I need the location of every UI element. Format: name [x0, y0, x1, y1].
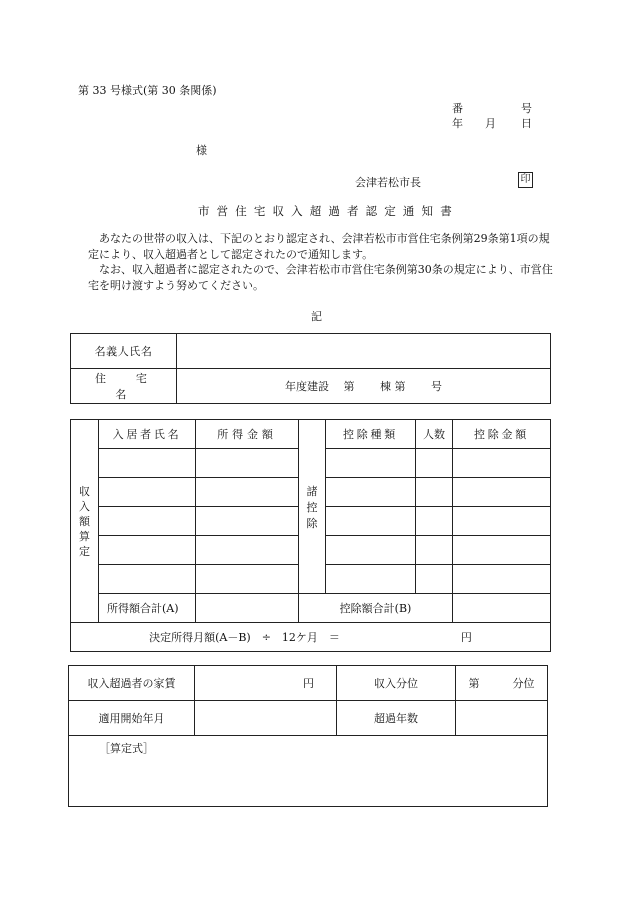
excess-years-label: 超過年数 [337, 701, 456, 736]
income-quantile-label: 収入分位 [337, 666, 456, 701]
income-total-label: 所得額合計(A) [99, 594, 196, 623]
number-suffix: 号 [521, 102, 532, 115]
final-monthly-income: 決定所得月額(A－B) ÷ 12ケ月 ＝ 円 [71, 623, 551, 652]
notice-paragraph-2: なお、収入超過者に認定されたので、会津若松市市営住宅条例第30条の規定により、市営住宅を明け渡すよう努めてください。 [88, 263, 553, 292]
income-quantile-field[interactable]: 第 分位 [456, 666, 548, 701]
calculation-formula-field[interactable]: ［算定式］ [69, 736, 548, 807]
issuer-name: 会津若松市長 [355, 176, 421, 189]
deduction-amount-header: 控除金額 [453, 420, 551, 449]
income-calculation-table [70, 419, 551, 652]
house-name-label: 住 宅 名 [71, 369, 177, 404]
form-number: 第 33 号様式(第 30 条関係) [78, 84, 217, 97]
ki-label: 記 [311, 310, 322, 323]
year-label: 年 [452, 117, 463, 130]
start-date-label: 適用開始年月 [69, 701, 195, 736]
deductions-vertical-label: 諸 控 除 [299, 420, 326, 594]
day-label: 日 [521, 117, 532, 130]
document-title: 市営住宅収入超過者認定通知書 [198, 204, 459, 218]
notice-paragraph-1: あなたの世帯の収入は、下記のとおり認定され、会津若松市市営住宅条例第29条第1項の規定により、収入超過者として認定されたので通知します。 [88, 232, 550, 261]
deduction-total-label: 控除額合計(B) [299, 594, 453, 623]
deduction-type-header: 控除種類 [326, 420, 416, 449]
addressee-honorific: 様 [196, 144, 207, 157]
deduction-total-field[interactable] [453, 594, 551, 623]
holder-name-field[interactable] [177, 334, 551, 369]
rent-field[interactable]: 円 [195, 666, 337, 701]
income-total-field[interactable] [196, 594, 299, 623]
resident-name-header: 入居者氏名 [99, 420, 196, 449]
start-date-field[interactable] [195, 701, 337, 736]
seal-box: 印 [518, 172, 533, 188]
notice-body [88, 231, 558, 293]
deduction-count-header: 人数 [416, 420, 453, 449]
income-amount-header: 所得金額 [196, 420, 299, 449]
holder-table [70, 333, 551, 404]
holder-name-label: 名義人氏名 [71, 334, 177, 369]
rent-table [68, 665, 548, 807]
house-name-field[interactable]: 年度建設 第 棟 第 号 [177, 369, 551, 404]
month-label: 月 [485, 117, 496, 130]
rent-label: 収入超過者の家賃 [69, 666, 195, 701]
number-label: 番 [452, 102, 463, 115]
income-calc-vertical-label: 収 入 額 算 定 [71, 420, 99, 623]
excess-years-field[interactable] [456, 701, 548, 736]
